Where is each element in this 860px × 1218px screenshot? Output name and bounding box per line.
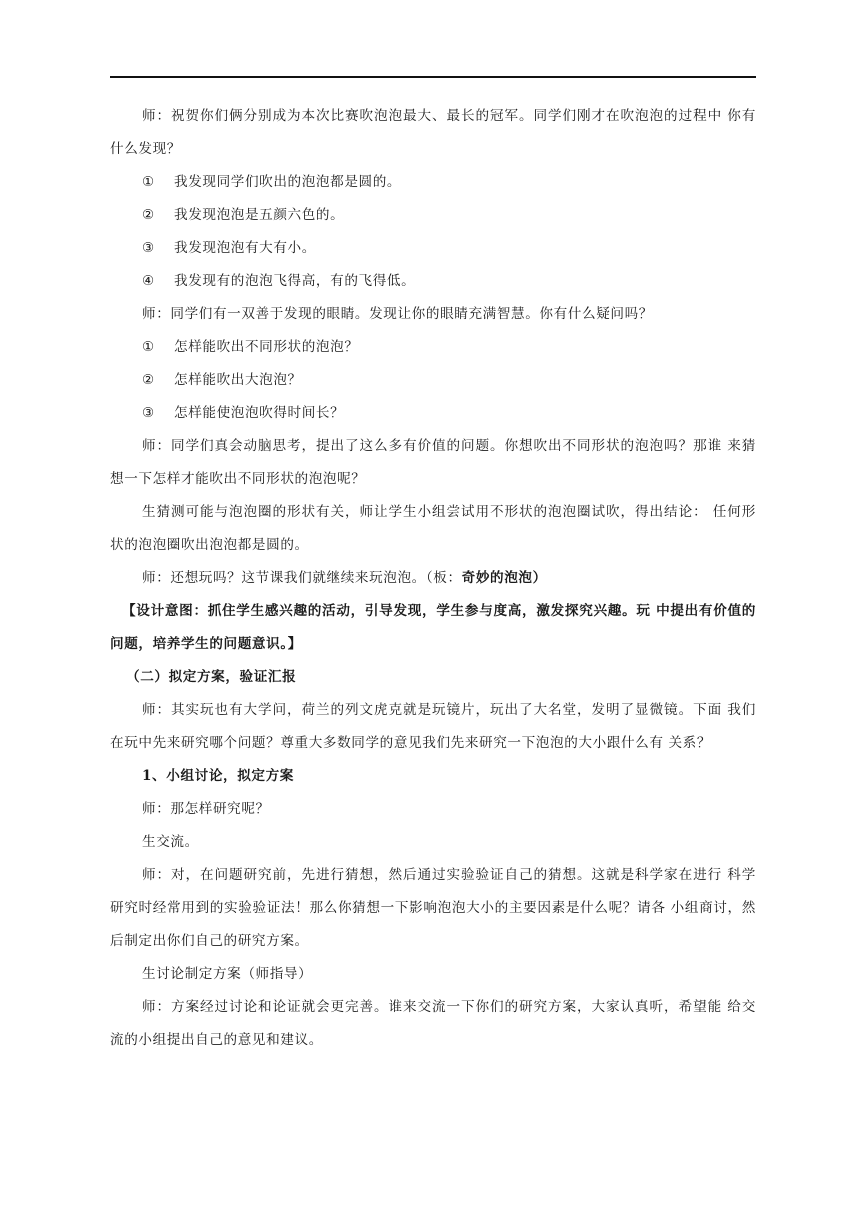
discovery-list — [110, 166, 756, 298]
paragraph-microscope: 师：其实玩也有大学问，荷兰的列文虎克就是玩镜片，玩出了大名堂，发明了显微镜。下面 我们在玩中先来研究哪个问题？尊重大多数同学的意见我们先来研究一下泡泡的大小跟什么有 关系？ — [110, 702, 756, 751]
paragraph-share: 师：方案经过讨论和论证就会更完善。谁来交流一下你们的研究方案，大家认真听，希望能 给交流的小组提出自己的意见和建议。 — [110, 999, 756, 1048]
paragraph-conclusion: 生猜测可能与泡泡圈的形状有关，师让学生小组尝试用不形状的泡泡圈试吹，得出结论： 任何形状的泡泡圈吹出泡泡都是圆的。 — [110, 504, 756, 553]
paragraph-plan: 生讨论制定方案（师指导） — [142, 966, 313, 982]
paragraph-question: 师：同学们有一双善于发现的眼睛。发现让你的眼睛充满智慧。你有什么疑问吗？ — [142, 306, 653, 322]
paragraph-guess-prompt: 师：同学们真会动脑思考，提出了这么多有价值的问题。你想吹出不同形状的泡泡吗？那谁 来猜想一下怎样才能吹出不同形状的泡泡呢？ — [110, 438, 756, 487]
list-item: ② 我发现泡泡是五颜六色的。 — [142, 207, 345, 223]
header-rule — [110, 76, 756, 78]
board-title: 奇妙的泡泡） — [461, 570, 547, 586]
paragraph-congrats: 师：祝贺你们俩分别成为本次比赛吹泡泡最大、最长的冠军。同学们刚才在吹泡泡的过程中 你有什么发现？ — [110, 108, 756, 157]
paragraph-method: 师：对，在问题研究前，先进行猜想，然后通过实验验证自己的猜想。这就是科学家在进行 科学研究时经常用到的实验验证法！那么你猜想一下影响泡泡大小的主要因素是什么呢？请各 小组商讨，然后制定出你们自己的研究方案。 — [110, 867, 756, 949]
subsection-heading: 1、小组讨论，拟定方案 — [142, 768, 294, 784]
list-item: ② 怎样能吹出大泡泡？ — [142, 372, 302, 388]
list-item: ① 怎样能吹出不同形状的泡泡？ — [142, 339, 359, 355]
document-body — [110, 100, 756, 1057]
question-list — [110, 331, 756, 430]
list-item: ① 我发现同学们吹出的泡泡都是圆的。 — [142, 174, 402, 190]
list-item: ④ 我发现有的泡泡飞得高，有的飞得低。 — [142, 273, 416, 289]
design-intent: 【设计意图：抓住学生感兴趣的活动，引导发现，学生参与度高，激发探究兴趣。玩 中提出有价值的问题，培养学生的问题意识。】 — [110, 603, 756, 652]
paragraph-board-title: 师：还想玩吗？这节课我们就继续来玩泡泡。（板：奇妙的泡泡） — [142, 570, 547, 586]
paragraph-how: 师：那怎样研究呢？ — [142, 801, 270, 817]
paragraph-exchange: 生交流。 — [142, 834, 199, 850]
section-heading: （二）拟定方案，验证汇报 — [126, 669, 297, 685]
list-item: ③ 我发现泡泡有大有小。 — [142, 240, 316, 256]
list-item: ③ 怎样能使泡泡吹得时间长？ — [142, 405, 345, 421]
